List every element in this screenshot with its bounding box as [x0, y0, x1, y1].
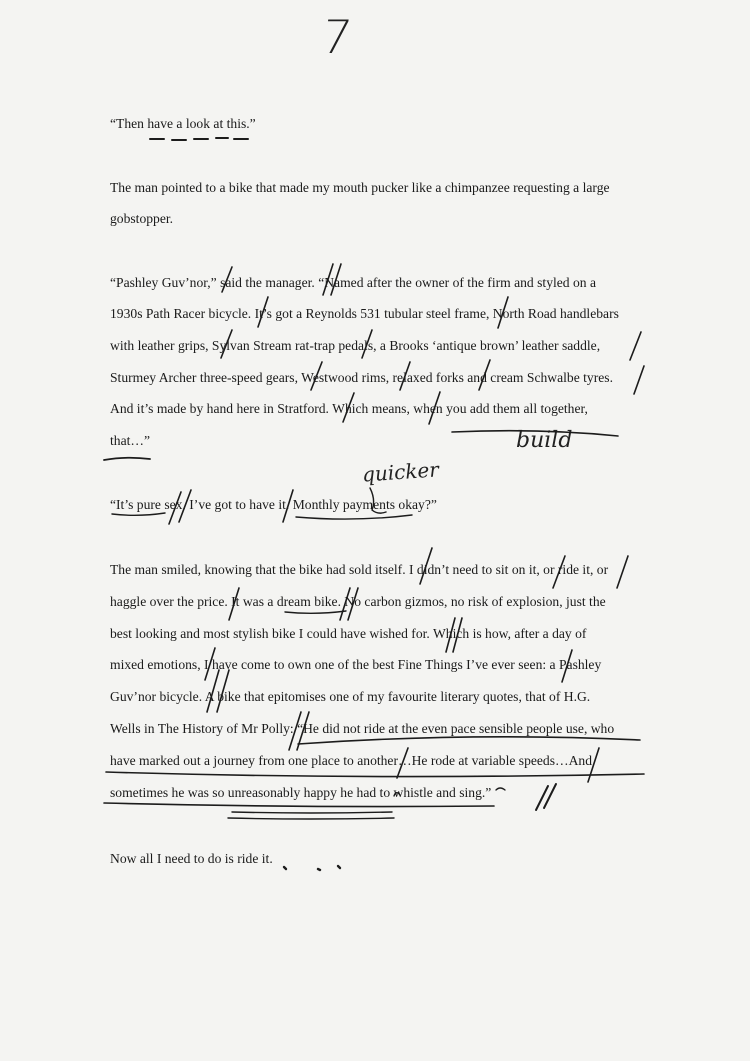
paragraph-line: sometimes he was so unreasonably happy he had to whistle and sing.” [110, 785, 492, 800]
underline-mark [112, 513, 165, 515]
handwritten-note-quicker: quicker [361, 457, 440, 487]
paragraph-line: “Then have a look at this.” [110, 116, 256, 131]
handwritten-note-build: build [516, 428, 573, 453]
paragraph-line: Wells in The History of Mr Polly: “He did not ride at the even pace sensible people use, who [110, 721, 615, 736]
paragraph-line: Now all I need to do is ride it. [110, 851, 273, 866]
paragraph-line: Sturmey Archer three-speed gears, Westwood rims, relaxed forks and cream Schwalbe tyres. [110, 370, 613, 385]
paragraph-line: The man smiled, knowing that the bike had sold itself. I didn’t need to sit on it, or ride it, or [110, 562, 609, 577]
underline-mark [296, 515, 412, 519]
paragraph-line: with leather grips, Sylvan Stream rat-trap pedals, a Brooks ‘antique brown’ leather saddle, [110, 338, 601, 353]
paragraph-line: that…” [110, 433, 151, 448]
paragraph-line: “Pashley Guv’nor,” said the manager. “Named after the owner of the firm and styled on a [110, 275, 597, 290]
paragraph-line: haggle over the price. It was a dream bike. No carbon gizmos, no risk of explosion, just the [110, 594, 606, 609]
underline-mark [104, 803, 494, 807]
underline-mark [106, 772, 644, 777]
proof-slash-mark [634, 366, 644, 394]
paragraph-line: The man pointed to a bike that made my mouth pucker like a chimpanzee requesting a large [110, 180, 610, 195]
paragraph-line: gobstopper. [110, 211, 174, 226]
underline-mark [104, 458, 150, 460]
ellipsis-mark [284, 866, 340, 870]
paragraph-line: have marked out a journey from one place to another…He rode at variable speeds…And [110, 753, 593, 768]
handwritten-page-number: 7 [318, 10, 356, 64]
double-underline-mark [228, 812, 394, 819]
paragraph-line: And it’s made by hand here in Stratford. Which means, when you add them all together, [110, 401, 588, 416]
paragraph-line: “It’s pure sex. I’ve got to have it. Monthly payments okay?” [110, 497, 437, 512]
underline-mark [285, 611, 346, 613]
paragraph-line: best looking and most stylish bike I could have wished for. Which is how, after a day of [110, 626, 587, 641]
proof-slash-mark [630, 332, 641, 360]
proof-slash-mark [617, 556, 628, 588]
proof-slash-mark [536, 784, 556, 810]
underline-mark [298, 737, 640, 744]
paragraph-line: 1930s Path Racer bicycle. It’s got a Reynolds 531 tubular steel frame, North Road handlebars [110, 306, 619, 321]
paragraph-line: mixed emotions, I have come to own one of the best Fine Things I’ve ever seen: a Pashley [110, 657, 602, 672]
dashed-underline-mark [150, 138, 248, 140]
caret-mark [496, 788, 505, 790]
paragraph-line: Guv’nor bicycle. A bike that epitomises one of my favourite literary quotes, that of H.G. [110, 689, 591, 704]
